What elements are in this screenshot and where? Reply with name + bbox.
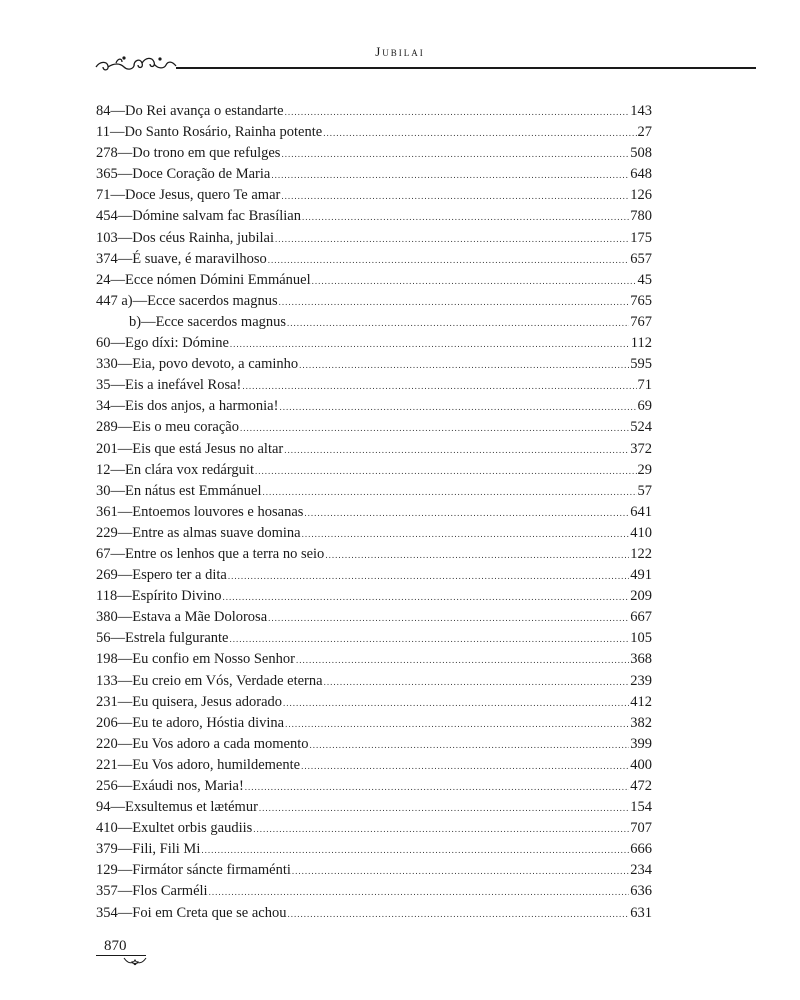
toc-list [96,101,652,924]
toc-entry-page: 382 [630,714,652,731]
toc-entry-page: 636 [630,883,652,900]
small-flourish-icon [122,955,148,967]
toc-entry [96,818,652,839]
toc-entry-title: 71—Doce Jesus, quero Te amar [96,187,281,204]
dot-leader [302,207,629,228]
toc-entry [96,692,652,713]
dot-leader [253,819,629,840]
toc-entry-page: 707 [630,820,652,837]
toc-entry-page: 234 [630,862,652,879]
toc-entry-title: 289—Eis o meu coração [96,419,239,436]
toc-entry [96,586,652,607]
toc-entry-page: 641 [630,503,652,520]
dot-leader [230,334,630,355]
toc-entry-title: 34—Eis dos anjos, a harmonia! [96,398,279,415]
dot-leader [325,545,629,566]
dot-leader [292,861,629,882]
dot-leader [229,629,629,650]
dot-leader [304,503,629,524]
toc-entry [96,417,652,438]
dot-leader [281,144,629,165]
toc-entry-page: 112 [630,335,652,352]
toc-entry [96,565,652,586]
toc-entry-title: 30—En nátus est Emmánuel [96,482,262,499]
dot-leader [245,777,629,798]
dot-leader [287,904,629,925]
dot-leader [323,123,636,144]
dot-leader [201,840,629,861]
toc-entry-title: 201—Eis que está Jesus no altar [96,440,284,457]
toc-entry [96,649,652,670]
dot-leader [268,608,629,629]
header-rule [176,67,756,69]
dot-leader [296,650,629,671]
toc-entry-page: 595 [630,356,652,373]
toc-entry-page: 412 [630,693,652,710]
toc-entry-title: 231—Eu quisera, Jesus adorado [96,693,283,710]
toc-entry [96,860,652,881]
dot-leader [271,165,629,186]
toc-entry-title: 380—Estava a Mãe Dolorosa [96,609,268,626]
toc-entry-title: 94—Exsultemus et lætémur [96,799,258,816]
toc-entry-page: 667 [630,609,652,626]
dot-leader [255,461,637,482]
toc-entry-page: 27 [637,124,652,141]
toc-entry-title: 278—Do trono em que refulges [96,145,281,162]
toc-entry-page: 780 [630,208,652,225]
toc-entry-page: 57 [637,482,652,499]
dot-leader [259,798,629,819]
toc-entry [96,881,652,902]
toc-entry-title: 365—Doce Coração de Maria [96,166,271,183]
toc-entry-page: 372 [630,440,652,457]
scroll-flourish-icon [94,52,178,74]
toc-entry-title: 454—Dómine salvam fac Brasílian [96,208,301,225]
toc-entry-title: b)—Ecce sacerdos magnus [129,313,287,330]
toc-entry-title: 379—Fili, Fili Mi [96,841,201,858]
dot-leader [299,355,629,376]
toc-entry [96,439,652,460]
toc-entry [96,628,652,649]
toc-entry-title: 103—Dos céus Rainha, jubilai [96,229,275,246]
toc-entry [96,185,652,206]
page-number: 870 [104,938,127,954]
toc-entry-page: 239 [630,672,652,689]
toc-entry [96,122,652,143]
toc-entry-title: 374—É suave, é maravilhoso [96,250,267,267]
toc-entry-title: 357—Flos Carméli [96,883,208,900]
dot-leader [324,672,630,693]
toc-entry-title: 410—Exultet orbis gaudiis [96,820,253,837]
dot-leader [285,714,629,735]
dot-leader [285,102,630,123]
toc-entry [96,249,652,270]
dot-leader [240,418,629,439]
toc-entry-title: 84—Do Rei avança o estandarte [96,103,284,119]
toc-entry [96,375,652,396]
toc-entry [96,755,652,776]
toc-entry [96,713,652,734]
toc-entry-page: 143 [630,103,652,119]
dot-leader [209,882,630,903]
dot-leader [284,440,629,461]
toc-entry-page: 524 [630,419,652,436]
toc-entry-page: 657 [630,250,652,267]
toc-entry-page: 29 [637,461,652,478]
toc-entry [96,839,652,860]
toc-entry-page: 209 [630,588,652,605]
dot-leader [228,566,629,587]
toc-entry-page: 410 [630,524,652,541]
dot-leader [268,250,630,271]
toc-entry [96,164,652,185]
dot-leader [279,397,636,418]
toc-entry-page: 508 [630,145,652,162]
dot-leader [223,587,630,608]
toc-entry-title: 447 a)—Ecce sacerdos magnus [96,292,278,309]
toc-entry-page: 472 [630,778,652,794]
toc-entry-page: 45 [637,271,652,288]
toc-entry [96,312,652,333]
toc-entry [96,460,652,481]
toc-entry-title: 35—Eis a inefável Rosa! [96,377,242,394]
toc-entry-page: 154 [630,799,652,816]
toc-entry [96,544,652,565]
header-title: Jubilai [375,44,425,59]
dot-leader [275,229,629,250]
toc-entry-page: 368 [630,651,652,668]
toc-entry-title: 24—Ecce nómen Dómini Emmánuel [96,271,311,288]
toc-entry-title: 118—Espírito Divino [96,588,222,605]
toc-entry [96,797,652,818]
toc-entry-title: 221—Eu Vos adoro, humildemente [96,756,301,773]
toc-entry-title: 229—Entre as almas suave domina [96,524,301,541]
toc-entry-title: 330—Eia, povo devoto, a caminho [96,356,299,373]
toc-entry-title: 206—Eu te adoro, Hóstia divina [96,714,285,731]
toc-entry-title: 11—Do Santo Rosário, Rainha potente [96,124,323,141]
toc-entry [96,607,652,628]
toc-entry-page: 399 [630,735,652,752]
toc-entry-page: 767 [630,313,652,330]
dot-leader [312,271,637,292]
toc-entry [96,502,652,523]
toc-entry-title: 67—Entre os lenhos que a terra no seio [96,545,325,562]
toc-entry-page: 105 [630,630,652,647]
toc-entry-title: 129—Firmátor sáncte firmaménti [96,862,291,879]
toc-entry-title: 269—Espero ter a dita [96,567,227,584]
toc-entry [96,101,652,122]
toc-entry-title: 256—Exáudi nos, Maria! [96,778,244,794]
toc-entry [96,671,652,692]
toc-entry-page: 71 [637,377,652,394]
dot-leader [263,482,637,503]
dot-leader [301,756,629,777]
toc-entry [96,396,652,417]
dot-leader [310,735,630,756]
toc-entry [96,903,652,924]
toc-entry-page: 765 [630,292,652,309]
toc-entry-title: 354—Foi em Creta que se achou [96,904,287,921]
toc-entry-page: 126 [630,187,652,204]
toc-entry [96,206,652,227]
dot-leader [281,186,629,207]
toc-entry-page: 631 [630,904,652,921]
toc-entry [96,734,652,755]
toc-entry-title: 361—Entoemos louvores e hosanas [96,503,304,520]
dot-leader [242,376,636,397]
toc-entry-title: 198—Eu confio em Nosso Senhor [96,651,295,668]
toc-entry-page: 122 [630,545,652,562]
toc-entry-page: 648 [630,166,652,183]
toc-entry [96,291,652,312]
toc-entry-page: 175 [630,229,652,246]
toc-entry [96,270,652,291]
toc-entry [96,333,652,354]
toc-entry [96,523,652,544]
toc-entry-title: 12—En clára vox redárguit [96,461,254,478]
toc-entry [96,481,652,502]
dot-leader [283,693,629,714]
dot-leader [302,524,630,545]
toc-entry-title: 60—Ego díxi: Dómine [96,335,229,352]
toc-entry [96,228,652,249]
toc-entry-page: 491 [630,567,652,584]
dot-leader [287,313,629,334]
toc-entry-title: 56—Estrela fulgurante [96,630,229,647]
toc-entry-page: 666 [630,841,652,858]
dot-leader [279,292,630,313]
toc-entry-title: 133—Eu creio em Vós, Verdade eterna [96,672,323,689]
toc-entry-title: 220—Eu Vos adoro a cada momento [96,735,309,752]
toc-entry-page: 69 [637,398,652,415]
toc-entry [96,143,652,164]
toc-entry-page: 400 [630,756,652,773]
toc-entry [96,776,652,797]
toc-entry [96,354,652,375]
